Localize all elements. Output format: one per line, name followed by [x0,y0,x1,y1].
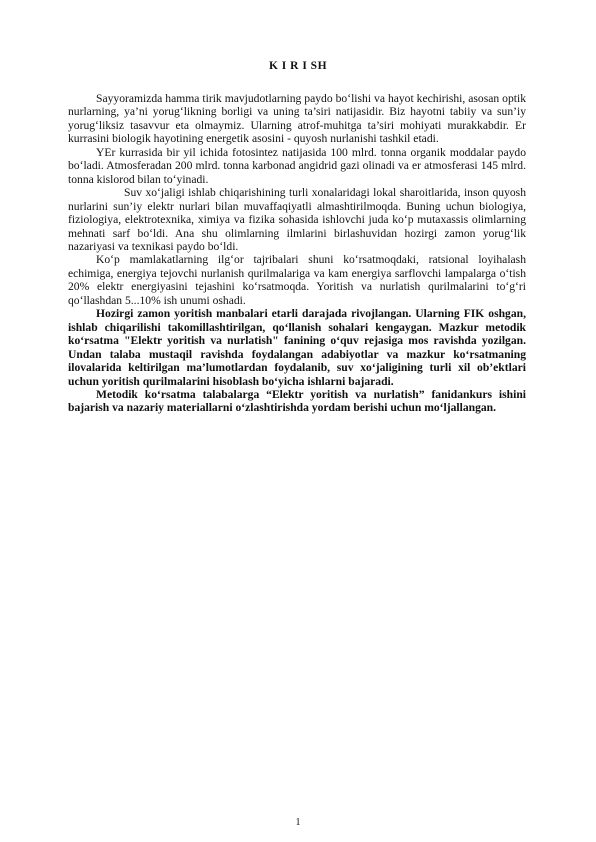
paragraph-energy-saving: Ko‘p mamlakatlarning ilg‘or tajribalari shuni ko‘rsatmoqdaki, ratsional loyihalash echimiga, energiya tejovchi nurlanish qurilmalariga va kam energiya sarflovchi lampalarga o‘tish 20% elektr energiyasini tejashini ko‘rsatmoqda. Yoritish va nurlatish qurilmalarini to‘g‘ri qo‘llashdan 5...10% ish unumi oshadi. [68,253,526,307]
paragraph-modern-sources: Hozirgi zamon yoritish manbalari etarli darajada rivojlangan. Ularning FIK oshgan, ishlab chiqarilishi takomillashtirilgan, qo‘llanish sohalari kengaygan. Mazkur metodik ko‘rsatma "Elektr yoritish va nurlatish" fanining o‘quv rejasiga mos ravishda yozilgan. Undan talaba mustaqil ravishda foydalangan adabiyotlar va mazkur ko‘rsatmaning ilovalarida keltirilgan ma’lumotlardan foydalanib, suv xo‘jaligining turli xil ob’ektlari uchun yoritish qurilmalarini hisoblash bo‘yicha ishlarni bajaradi. [68,307,526,388]
page-title: K I R I SH [268,60,328,72]
body-text [68,92,526,415]
paragraph-water-economy: Suv xo‘jaligi ishlab chiqarishining turli xonalaridagi lokal sharoitlarida, inson quyosh nurlarini sun’iy elektr nurlari bilan muvaffaqiyatli almashtirilmoqda. Buning uchun biologiya, fiziologiya, elektrotexnika, ximiya va fizika sohasida ishlovchi juda ko‘p mutaxassis olimlarning mehnati sarf bo‘ldi. Ana shu olimlarning ilmlarini birlashuvidan hozirgi zamon yorug‘lik nazariyasi va texnikasi paydo bo‘ldi. [68,186,526,253]
paragraph-photosynthesis: YEr kurrasida bir yil ichida fotosintez natijasida 100 mlrd. tonna organik moddalar paydo bo‘ladi. Atmosferadan 200 mlrd. tonna karbonad angidrid gazi olinadi va er atmosferasi 145 mlrd. tonna kislorod bilan to‘yinadi. [68,145,526,186]
page-number: 1 [295,817,301,828]
paragraph-purpose: Metodik ko‘rsatma talabalarga “Elektr yoritish va nurlatish” fanidankurs ishini bajarish va nazariy materiallarni o‘zlashtirishda yordam berishi uchun mo‘ljallangan. [68,387,526,415]
paragraph-intro: Sayyoramizda hamma tirik mavjudotlarning paydo bo‘lishi va hayot kechirishi, asosan optik nurlarning, ya’ni yorug‘likning borligi va uning ta’siri natijasidir. Biz hayotni tabiiy va sun’iy yorug‘liksiz tasavvur eta olmaymiz. Ularning atrof-muhitga ta’siri mohiyati murakkabdir. Er kurrasini biologik hayotining energetik asosini - quyosh nurlanishi tashkil etadi. [68,92,526,146]
